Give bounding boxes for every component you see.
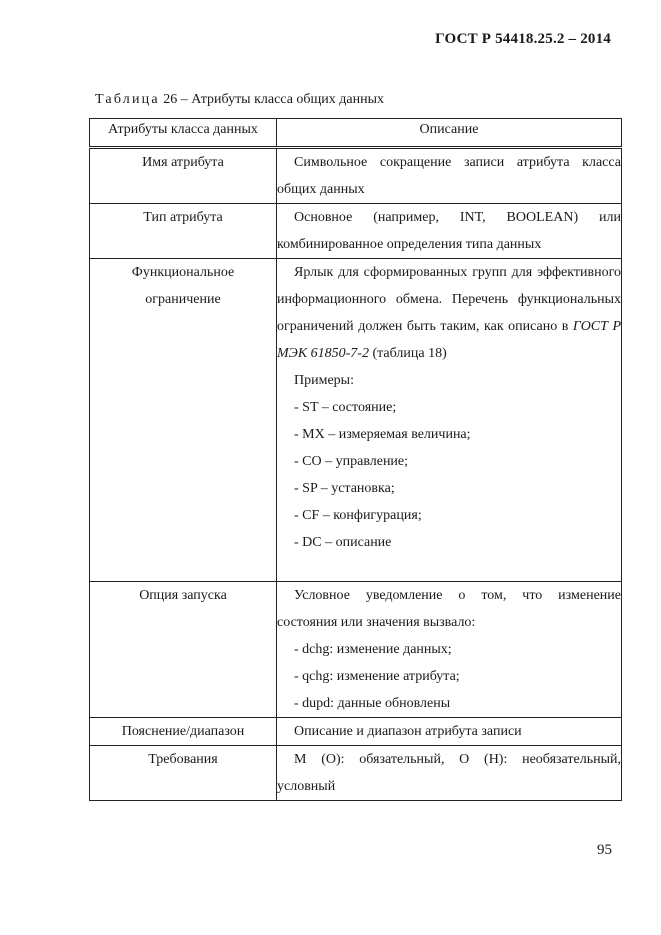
table-row: [90, 582, 622, 718]
table-row: [90, 259, 622, 582]
table-caption: [95, 92, 384, 108]
standard-code: ГОСТ Р 54418.25.2 – 2014: [435, 31, 611, 47]
list-item: - dupd: данные обновлены: [294, 696, 451, 711]
description-text: [277, 259, 621, 367]
list-item: - DC – описание: [294, 535, 392, 550]
attributes-table: [89, 118, 622, 801]
description-tail: (таблица 18): [372, 346, 447, 361]
description-text: Основное (например, INT, BOOLEAN) или комбинированное определения типа данных: [277, 210, 621, 252]
column-header-attribute: Атрибуты класса данных: [90, 119, 277, 148]
attribute-description: [277, 746, 622, 801]
attribute-description: [277, 259, 622, 582]
table-row: [90, 746, 622, 801]
attribute-name: Опция запуска: [90, 582, 277, 718]
caption-title: – Атрибуты класса общих данных: [180, 92, 385, 107]
list-item: - CO – управление;: [294, 454, 409, 469]
attribute-description: [277, 582, 622, 718]
page-number: 95: [597, 842, 612, 858]
attribute-name: Требования: [90, 746, 277, 801]
description-text: Условное уведомление о том, что изменение состояния или значения вызвало:: [277, 588, 621, 630]
table-header-row: [90, 119, 622, 148]
attribute-description: [277, 718, 622, 746]
table-row: [90, 718, 622, 746]
list-item: - MX – измеряемая величина;: [294, 427, 471, 442]
examples-label: Примеры:: [294, 373, 354, 388]
list-item: - CF – конфигурация;: [294, 508, 422, 523]
description-text: Описание и диапазон атрибута записи: [294, 724, 522, 739]
list-item: - ST – состояние;: [294, 400, 397, 415]
column-header-description: Описание: [277, 119, 622, 148]
list-item: - qchg: изменение атрибута;: [294, 669, 460, 684]
list-item: - SP – установка;: [294, 481, 395, 496]
attribute-name: Пояснение/диапазон: [90, 718, 277, 746]
attribute-name: Функциональное ограничение: [90, 259, 277, 582]
attribute-description: [277, 204, 622, 259]
caption-prefix: Таблица: [95, 92, 160, 107]
description-lead: Ярлык для сформированных групп для эффективного информационного обмена. Перечень функциональных ограничений должен быть таким, как описано в: [277, 265, 621, 334]
standard-reference: ГОСТ Р МЭК 61850-7-2: [277, 319, 622, 361]
caption-number: 26: [163, 92, 178, 107]
table-row: [90, 204, 622, 259]
attribute-name: Тип атрибута: [90, 204, 277, 259]
attribute-description: [277, 148, 622, 204]
description-text: M (O): обязательный, O (Н): необязательный, условный: [277, 752, 621, 794]
table-row: [90, 148, 622, 204]
attribute-name: Имя атрибута: [90, 148, 277, 204]
description-text: Символьное сокращение записи атрибута класса общих данных: [277, 155, 621, 197]
list-item: - dchg: изменение данных;: [294, 642, 452, 657]
